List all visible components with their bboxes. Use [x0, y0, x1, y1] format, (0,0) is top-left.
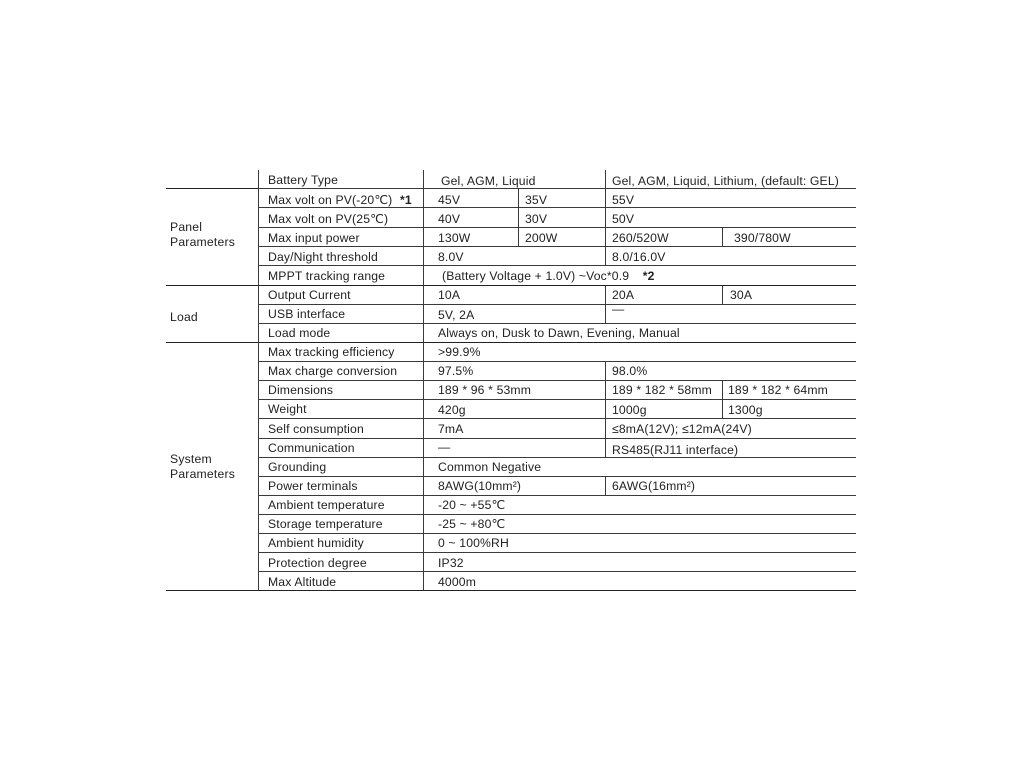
category-system-line1: System: [170, 452, 212, 466]
row-label-ambient-humidity: Ambient humidity: [268, 536, 364, 550]
row-label-grounding: Grounding: [268, 460, 327, 474]
value-max-volt-25-c: 50V: [612, 212, 635, 226]
value-max-volt-minus20-c: 55V: [612, 193, 635, 207]
column-divider: [605, 476, 606, 495]
row-label-load-mode: Load mode: [268, 326, 331, 340]
row-divider: [258, 552, 856, 553]
row-label-max-tracking-efficiency: Max tracking efficiency: [268, 345, 395, 359]
row-divider: [258, 476, 856, 477]
value-self-consumption-b: ≤8mA(12V); ≤12mA(24V): [612, 422, 752, 436]
table-bottom-border: [166, 590, 856, 591]
row-label-weight: Weight: [268, 402, 307, 416]
value-output-current-b: 20A: [612, 288, 635, 302]
value-mppt-tracking-range-text: (Battery Voltage + 1.0V) ~Voc*0.9: [442, 269, 630, 283]
row-label-max-volt-25: Max volt on PV(25℃): [268, 212, 389, 226]
row-divider: [258, 533, 856, 534]
value-max-charge-conversion-a: 97.5%: [438, 364, 474, 378]
value-mppt-tracking-range: [442, 269, 655, 283]
value-battery-type-large: Gel, AGM, Liquid, Lithium, (default: GEL): [612, 174, 839, 188]
row-label-usb-interface: USB interface: [268, 307, 346, 321]
value-battery-type-small: Gel, AGM, Liquid: [441, 174, 536, 188]
value-dimensions-b: 189 * 182 * 58mm: [612, 383, 712, 397]
column-divider: [605, 188, 606, 265]
row-divider: [258, 399, 856, 400]
value-usb-interface-b: —: [612, 302, 625, 316]
row-label-self-consumption: Self consumption: [268, 422, 364, 436]
footnote-marker-2: *2: [642, 269, 655, 283]
row-label-mppt-tracking-range: MPPT tracking range: [268, 269, 386, 283]
row-label-communication: Communication: [268, 441, 355, 455]
row-label-max-volt-minus20-text: Max volt on PV(-20℃): [268, 193, 393, 207]
column-divider: [605, 285, 606, 323]
column-divider: [518, 188, 519, 246]
row-divider: [258, 495, 856, 496]
value-max-volt-25-a: 40V: [438, 212, 461, 226]
value-protection-degree: IP32: [438, 556, 464, 570]
row-label-max-altitude: Max Altitude: [268, 575, 337, 589]
footnote-marker-1: *1: [399, 193, 412, 207]
category-load-text: Load: [170, 310, 198, 324]
row-label-dimensions: Dimensions: [268, 383, 334, 397]
value-max-input-power-a: 130W: [438, 231, 471, 245]
row-divider: [258, 207, 856, 208]
category-panel-line2: Parameters: [170, 235, 235, 249]
column-divider: [605, 361, 606, 457]
column-divider: [423, 170, 424, 590]
row-label-max-volt-minus20: [268, 193, 412, 207]
category-load: [170, 310, 198, 325]
row-label-protection-degree: Protection degree: [268, 556, 367, 570]
row-divider: [258, 361, 856, 362]
column-divider: [722, 285, 723, 304]
row-label-ambient-temperature: Ambient temperature: [268, 498, 385, 512]
value-self-consumption-a: 7mA: [438, 422, 464, 436]
row-label-battery-type: Battery Type: [268, 173, 338, 187]
row-divider: [258, 571, 856, 572]
value-max-charge-conversion-b: 98.0%: [612, 364, 648, 378]
row-divider: [258, 227, 856, 228]
row-label-max-input-power: Max input power: [268, 231, 360, 245]
row-label-day-night-threshold: Day/Night threshold: [268, 250, 378, 264]
value-weight-b: 1000g: [612, 403, 647, 417]
category-panel: [170, 220, 235, 250]
value-storage-temperature: -25 ~ +80℃: [438, 517, 506, 531]
row-divider: [258, 323, 856, 324]
value-max-tracking-efficiency: >99.9%: [438, 345, 481, 359]
value-day-night-threshold-b: 8.0/16.0V: [612, 250, 666, 264]
value-weight-a: 420g: [438, 403, 466, 417]
row-label-storage-temperature: Storage temperature: [268, 517, 383, 531]
column-divider: [605, 170, 606, 188]
value-max-volt-minus20-b: 35V: [525, 193, 548, 207]
row-divider: [258, 438, 856, 439]
row-label-power-terminals: Power terminals: [268, 479, 358, 493]
section-divider: [166, 285, 856, 286]
value-power-terminals-a: 8AWG(10mm²): [438, 479, 522, 493]
value-output-current-c: 30A: [730, 288, 753, 302]
value-dimensions-a: 189 * 96 * 53mm: [438, 383, 532, 397]
row-label-output-current: Output Current: [268, 288, 351, 302]
row-divider: [258, 246, 856, 247]
section-divider: [166, 342, 856, 343]
value-max-volt-25-b: 30V: [525, 212, 548, 226]
row-divider: [258, 265, 856, 266]
value-load-mode: Always on, Dusk to Dawn, Evening, Manual: [438, 326, 680, 340]
value-communication-a: —: [438, 440, 451, 454]
row-divider: [258, 304, 856, 305]
value-grounding: Common Negative: [438, 460, 542, 474]
row-divider: [258, 418, 856, 419]
value-output-current-a: 10A: [438, 288, 461, 302]
row-divider: [258, 457, 856, 458]
category-system-line2: Parameters: [170, 467, 235, 481]
value-ambient-humidity: 0 ~ 100%RH: [438, 536, 509, 550]
value-max-input-power-b: 200W: [525, 231, 558, 245]
value-max-altitude: 4000m: [438, 575, 477, 589]
value-max-input-power-d: 390/780W: [734, 231, 791, 245]
column-divider: [722, 380, 723, 418]
value-dimensions-c: 189 * 182 * 64mm: [728, 383, 828, 397]
row-label-max-charge-conversion: Max charge conversion: [268, 364, 398, 378]
row-divider: [258, 188, 856, 189]
row-divider: [258, 380, 856, 381]
value-power-terminals-b: 6AWG(16mm²): [612, 479, 696, 493]
value-weight-c: 1300g: [728, 403, 763, 417]
value-max-input-power-c: 260/520W: [612, 231, 669, 245]
column-divider: [258, 170, 259, 590]
value-day-night-threshold-a: 8.0V: [438, 250, 464, 264]
value-usb-interface-a: 5V, 2A: [438, 308, 475, 322]
section-divider: [166, 188, 258, 189]
category-system: [170, 452, 235, 482]
row-divider: [258, 514, 856, 515]
value-ambient-temperature: -20 ~ +55℃: [438, 498, 506, 512]
category-panel-line1: Panel: [170, 220, 203, 234]
value-communication-b: RS485(RJ11 interface): [612, 443, 739, 457]
column-divider: [722, 227, 723, 246]
value-max-volt-minus20-a: 45V: [438, 193, 461, 207]
